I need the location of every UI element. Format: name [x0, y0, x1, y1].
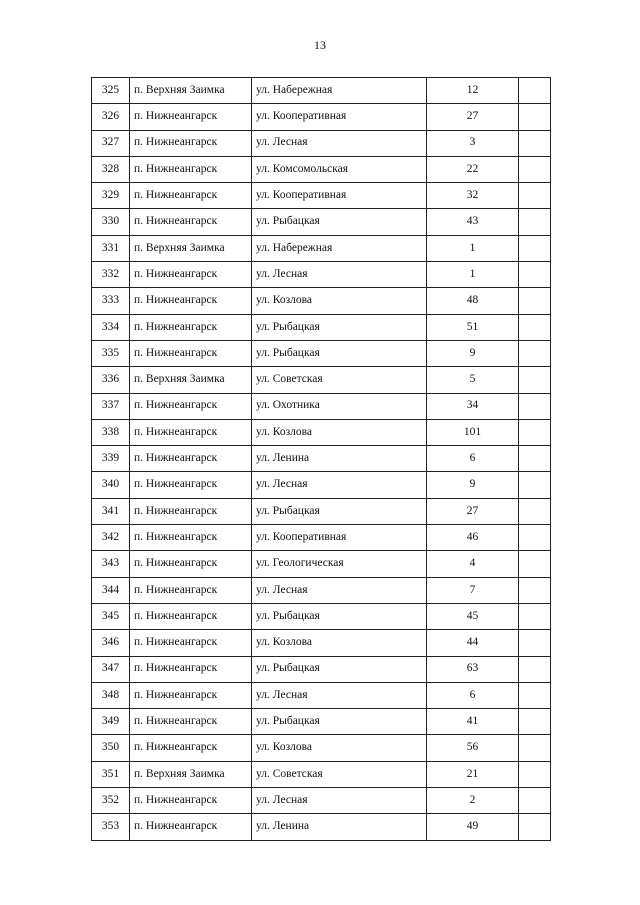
table-row [92, 446, 551, 472]
table-row [92, 288, 551, 314]
table-row [92, 262, 551, 288]
table-row [92, 735, 551, 761]
row-number-cell: 347 [92, 656, 130, 682]
table-row [92, 682, 551, 708]
street-cell: ул. Лесная [252, 130, 427, 156]
house-number-cell: 5 [427, 367, 519, 393]
locality-cell: п. Нижнеангарск [130, 156, 252, 182]
house-number-cell: 1 [427, 235, 519, 261]
row-number-cell: 326 [92, 104, 130, 130]
row-number-cell: 348 [92, 682, 130, 708]
table-row [92, 525, 551, 551]
table-row [92, 709, 551, 735]
address-table-body [92, 78, 551, 841]
street-cell: ул. Козлова [252, 419, 427, 445]
locality-cell: п. Нижнеангарск [130, 630, 252, 656]
empty-cell [519, 104, 551, 130]
street-cell: ул. Козлова [252, 630, 427, 656]
locality-cell: п. Нижнеангарск [130, 130, 252, 156]
table-row [92, 104, 551, 130]
table-row [92, 340, 551, 366]
locality-cell: п. Верхняя Заимка [130, 761, 252, 787]
empty-cell [519, 367, 551, 393]
empty-cell [519, 314, 551, 340]
house-number-cell: 6 [427, 446, 519, 472]
row-number-cell: 346 [92, 630, 130, 656]
street-cell: ул. Лесная [252, 788, 427, 814]
locality-cell: п. Нижнеангарск [130, 788, 252, 814]
street-cell: ул. Рыбацкая [252, 340, 427, 366]
street-cell: ул. Рыбацкая [252, 603, 427, 629]
empty-cell [519, 630, 551, 656]
locality-cell: п. Нижнеангарск [130, 472, 252, 498]
row-number-cell: 353 [92, 814, 130, 840]
table-row [92, 78, 551, 104]
house-number-cell: 101 [427, 419, 519, 445]
house-number-cell: 44 [427, 630, 519, 656]
house-number-cell: 22 [427, 156, 519, 182]
table-row [92, 183, 551, 209]
row-number-cell: 344 [92, 577, 130, 603]
locality-cell: п. Нижнеангарск [130, 814, 252, 840]
empty-cell [519, 525, 551, 551]
empty-cell [519, 682, 551, 708]
row-number-cell: 339 [92, 446, 130, 472]
table-row [92, 656, 551, 682]
locality-cell: п. Нижнеангарск [130, 262, 252, 288]
empty-cell [519, 78, 551, 104]
locality-cell: п. Нижнеангарск [130, 419, 252, 445]
locality-cell: п. Нижнеангарск [130, 393, 252, 419]
row-number-cell: 341 [92, 498, 130, 524]
row-number-cell: 331 [92, 235, 130, 261]
street-cell: ул. Комсомольская [252, 156, 427, 182]
row-number-cell: 351 [92, 761, 130, 787]
row-number-cell: 338 [92, 419, 130, 445]
street-cell: ул. Кооперативная [252, 525, 427, 551]
locality-cell: п. Нижнеангарск [130, 314, 252, 340]
house-number-cell: 4 [427, 551, 519, 577]
locality-cell: п. Нижнеангарск [130, 288, 252, 314]
table-row [92, 551, 551, 577]
house-number-cell: 63 [427, 656, 519, 682]
row-number-cell: 328 [92, 156, 130, 182]
street-cell: ул. Кооперативная [252, 183, 427, 209]
house-number-cell: 34 [427, 393, 519, 419]
locality-cell: п. Нижнеангарск [130, 735, 252, 761]
house-number-cell: 48 [427, 288, 519, 314]
row-number-cell: 337 [92, 393, 130, 419]
empty-cell [519, 130, 551, 156]
table-row [92, 603, 551, 629]
street-cell: ул. Рыбацкая [252, 656, 427, 682]
street-cell: ул. Геологическая [252, 551, 427, 577]
row-number-cell: 343 [92, 551, 130, 577]
locality-cell: п. Верхняя Заимка [130, 235, 252, 261]
locality-cell: п. Нижнеангарск [130, 709, 252, 735]
house-number-cell: 6 [427, 682, 519, 708]
house-number-cell: 56 [427, 735, 519, 761]
table-row [92, 314, 551, 340]
street-cell: ул. Кооперативная [252, 104, 427, 130]
street-cell: ул. Лесная [252, 472, 427, 498]
locality-cell: п. Нижнеангарск [130, 104, 252, 130]
row-number-cell: 342 [92, 525, 130, 551]
street-cell: ул. Набережная [252, 78, 427, 104]
street-cell: ул. Козлова [252, 735, 427, 761]
row-number-cell: 329 [92, 183, 130, 209]
street-cell: ул. Охотника [252, 393, 427, 419]
table-row [92, 419, 551, 445]
row-number-cell: 352 [92, 788, 130, 814]
empty-cell [519, 419, 551, 445]
house-number-cell: 2 [427, 788, 519, 814]
row-number-cell: 350 [92, 735, 130, 761]
house-number-cell: 3 [427, 130, 519, 156]
empty-cell [519, 603, 551, 629]
empty-cell [519, 814, 551, 840]
empty-cell [519, 156, 551, 182]
table-row [92, 367, 551, 393]
table-row [92, 761, 551, 787]
empty-cell [519, 393, 551, 419]
locality-cell: п. Нижнеангарск [130, 525, 252, 551]
locality-cell: п. Нижнеангарск [130, 603, 252, 629]
empty-cell [519, 709, 551, 735]
table-row [92, 788, 551, 814]
row-number-cell: 325 [92, 78, 130, 104]
table-row [92, 630, 551, 656]
house-number-cell: 45 [427, 603, 519, 629]
empty-cell [519, 183, 551, 209]
house-number-cell: 9 [427, 340, 519, 366]
locality-cell: п. Верхняя Заимка [130, 367, 252, 393]
house-number-cell: 43 [427, 209, 519, 235]
street-cell: ул. Лесная [252, 682, 427, 708]
row-number-cell: 335 [92, 340, 130, 366]
table-row [92, 235, 551, 261]
house-number-cell: 21 [427, 761, 519, 787]
house-number-cell: 46 [427, 525, 519, 551]
street-cell: ул. Ленина [252, 814, 427, 840]
address-table [91, 77, 551, 841]
row-number-cell: 334 [92, 314, 130, 340]
empty-cell [519, 209, 551, 235]
row-number-cell: 345 [92, 603, 130, 629]
street-cell: ул. Советская [252, 367, 427, 393]
house-number-cell: 51 [427, 314, 519, 340]
empty-cell [519, 235, 551, 261]
street-cell: ул. Лесная [252, 262, 427, 288]
street-cell: ул. Ленина [252, 446, 427, 472]
table-row [92, 209, 551, 235]
row-number-cell: 340 [92, 472, 130, 498]
empty-cell [519, 656, 551, 682]
empty-cell [519, 577, 551, 603]
empty-cell [519, 262, 551, 288]
house-number-cell: 41 [427, 709, 519, 735]
empty-cell [519, 788, 551, 814]
street-cell: ул. Рыбацкая [252, 709, 427, 735]
empty-cell [519, 551, 551, 577]
page-number: 13 [314, 38, 326, 52]
row-number-cell: 336 [92, 367, 130, 393]
locality-cell: п. Нижнеангарск [130, 183, 252, 209]
empty-cell [519, 761, 551, 787]
row-number-cell: 332 [92, 262, 130, 288]
empty-cell [519, 446, 551, 472]
house-number-cell: 9 [427, 472, 519, 498]
locality-cell: п. Нижнеангарск [130, 209, 252, 235]
locality-cell: п. Нижнеангарск [130, 682, 252, 708]
street-cell: ул. Лесная [252, 577, 427, 603]
house-number-cell: 32 [427, 183, 519, 209]
table-row [92, 814, 551, 840]
house-number-cell: 27 [427, 498, 519, 524]
locality-cell: п. Верхняя Заимка [130, 78, 252, 104]
empty-cell [519, 498, 551, 524]
row-number-cell: 333 [92, 288, 130, 314]
locality-cell: п. Нижнеангарск [130, 656, 252, 682]
street-cell: ул. Козлова [252, 288, 427, 314]
table-row [92, 498, 551, 524]
table-row [92, 130, 551, 156]
row-number-cell: 330 [92, 209, 130, 235]
row-number-cell: 327 [92, 130, 130, 156]
empty-cell [519, 735, 551, 761]
table-row [92, 156, 551, 182]
table-row [92, 577, 551, 603]
empty-cell [519, 472, 551, 498]
locality-cell: п. Нижнеангарск [130, 498, 252, 524]
house-number-cell: 49 [427, 814, 519, 840]
locality-cell: п. Нижнеангарск [130, 577, 252, 603]
street-cell: ул. Рыбацкая [252, 498, 427, 524]
house-number-cell: 27 [427, 104, 519, 130]
street-cell: ул. Набережная [252, 235, 427, 261]
row-number-cell: 349 [92, 709, 130, 735]
street-cell: ул. Рыбацкая [252, 314, 427, 340]
table-row [92, 472, 551, 498]
house-number-cell: 7 [427, 577, 519, 603]
empty-cell [519, 340, 551, 366]
street-cell: ул. Советская [252, 761, 427, 787]
locality-cell: п. Нижнеангарск [130, 340, 252, 366]
house-number-cell: 1 [427, 262, 519, 288]
house-number-cell: 12 [427, 78, 519, 104]
empty-cell [519, 288, 551, 314]
locality-cell: п. Нижнеангарск [130, 551, 252, 577]
locality-cell: п. Нижнеангарск [130, 446, 252, 472]
street-cell: ул. Рыбацкая [252, 209, 427, 235]
table-row [92, 393, 551, 419]
